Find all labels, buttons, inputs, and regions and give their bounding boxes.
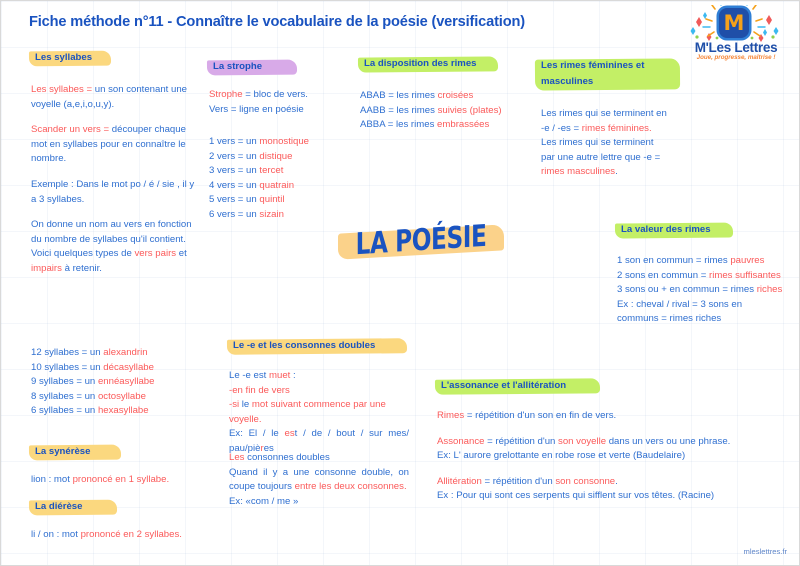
strophe-count-list: [209, 135, 359, 223]
paragraph: Ex: El / le est / de / bout / sur mes/ pau/pières: [229, 428, 410, 454]
paragraph: Scander un vers = découper chaque mot en syllabes pour en connaître le nombre.: [31, 124, 186, 165]
paragraph: Le -e est muet :: [229, 370, 296, 381]
heading-label: La strophe: [213, 61, 263, 72]
center-wordart: [336, 219, 506, 267]
section-body-synerese: [31, 473, 241, 488]
logo-tagline: Joue, progresse, maîtrise !: [696, 54, 776, 61]
paragraph: Ex : Pour qui sont ces serpents qui sifflent sur vos têtes. (Racine): [437, 490, 715, 502]
syllable-count-list: [31, 346, 211, 419]
section-body-syllabes: [31, 83, 201, 277]
list-item: 2 vers = un distique: [209, 150, 293, 162]
paragraph: On donne un nom au vers en fonction du nombre de syllabes qu'il contient. Voici quelques types de vers pairs et impairs à retenir.: [31, 219, 192, 274]
paragraph: Vers = ligne en poésie: [209, 103, 304, 115]
section-heading-strophe: [213, 59, 262, 75]
paragraph: Assonance = répétition d'un son voyelle dans un vers ou une phrase.: [437, 435, 731, 447]
logo-tile: [719, 8, 749, 38]
paragraph: Strophe = bloc de vers.: [209, 89, 308, 100]
section-heading-synerese: [35, 444, 90, 460]
paragraph: Les rimes qui se terminent en -e / -es = rimes féminines. Les rimes qui se terminent par une autre lettre que -e = rimes masculines.: [541, 108, 667, 178]
heading-label: La synérèse: [35, 446, 91, 457]
list-item: 1 son en commun = rimes pauvres: [617, 255, 765, 266]
paragraph: li / on : mot prononcé en 2 syllabes.: [31, 529, 182, 540]
section-body-feminines: [541, 107, 669, 180]
section-body-consonnes-doubles: [229, 451, 409, 509]
section-heading-syllabes: [35, 50, 92, 66]
heading-label: L'assonance et l'allitération: [441, 380, 567, 391]
section-heading-valeur: [621, 222, 711, 238]
list-item: Ex : cheval / rival = 3 sons en communs = rimes riches: [617, 298, 743, 325]
heading-label: Les rimes féminines et masculines: [541, 60, 645, 87]
section-body-dierese: [31, 528, 246, 543]
section-heading-dierese: [35, 499, 82, 515]
section-body-disposition: [360, 89, 520, 133]
list-item: 6 vers = un sizain: [209, 208, 284, 220]
footer-site: mleslettres.fr: [743, 547, 787, 556]
list-item: 10 syllabes = un décasyllabe: [31, 361, 154, 373]
heading-label: La diérèse: [35, 501, 83, 512]
list-item: ABAB = les rimes croisées: [360, 90, 474, 101]
section-body-strophe: [209, 88, 359, 117]
list-item: 6 syllabes = un hexasyllabe: [31, 405, 149, 417]
paragraph: Ex: «com / me »: [229, 495, 299, 507]
list-item: 1 vers = un monostique: [209, 136, 310, 147]
wordart-label: LA POÉSIE: [355, 218, 487, 263]
section-body-assonance: [437, 409, 783, 504]
paragraph: Allitération = répétition d'un son consonne.: [437, 475, 618, 487]
list-item: 5 vers = un quintil: [209, 194, 285, 206]
paragraph: Les consonnes doubles: [229, 452, 330, 463]
list-item: 12 syllabes = un alexandrin: [31, 347, 148, 358]
paragraph: -si le mot suivant commence par une voyelle.: [229, 399, 386, 425]
list-item: AABB = les rimes suivies (plates): [360, 104, 502, 116]
paragraph: Exemple : Dans le mot po / é / sie , il y a 3 syllabes.: [31, 178, 195, 205]
section-heading-disposition: [364, 56, 477, 72]
paragraph: Rimes = répétition d'un son en fin de vers.: [437, 410, 617, 421]
paragraph: lion : mot prononcé en 1 syllabe.: [31, 474, 170, 485]
page-title: Fiche méthode n°11 - Connaître le vocabulaire de la poésie (versification): [29, 14, 525, 30]
paragraph: -en fin de vers: [229, 384, 290, 396]
list-item: 8 syllabes = un octosyllabe: [31, 390, 146, 402]
paragraph: Les syllabes = un son contenant une voyelle (a,e,i,o,u,y).: [31, 84, 188, 110]
section-body-emuet: [229, 369, 409, 457]
list-item: 4 vers = un quatrain: [209, 179, 295, 191]
list-item: 9 syllabes = un ennéasyllabe: [31, 376, 155, 388]
list-item: 3 sons ou + en commun = rimes riches: [617, 284, 783, 296]
logo-letter: M: [723, 11, 745, 35]
heading-label: La valeur des rimes: [621, 224, 711, 235]
section-heading-emuet: [233, 338, 375, 354]
logo-brand-name: M'Les Lettres: [694, 40, 778, 55]
paragraph: Ex: L' aurore grelottante en robe rose et verte (Baudelaire): [437, 450, 686, 462]
section-body-valeur: [617, 254, 785, 327]
section-heading-feminines: [541, 58, 683, 89]
heading-label: Le -e et les consonnes doubles: [233, 340, 376, 351]
list-item: 3 vers = un tercet: [209, 165, 284, 177]
brand-logo: [681, 5, 791, 63]
paragraph: Quand il y a une consonne double, on coupe toujours entre les deux consonnes.: [229, 466, 409, 493]
section-heading-assonance: [441, 378, 566, 394]
list-item: ABBA = les rimes embrassées: [360, 119, 490, 131]
list-item: 2 sons en commun = rimes suffisantes: [617, 269, 781, 281]
heading-label: Les syllabes: [35, 52, 93, 63]
heading-label: La disposition des rimes: [364, 58, 477, 69]
